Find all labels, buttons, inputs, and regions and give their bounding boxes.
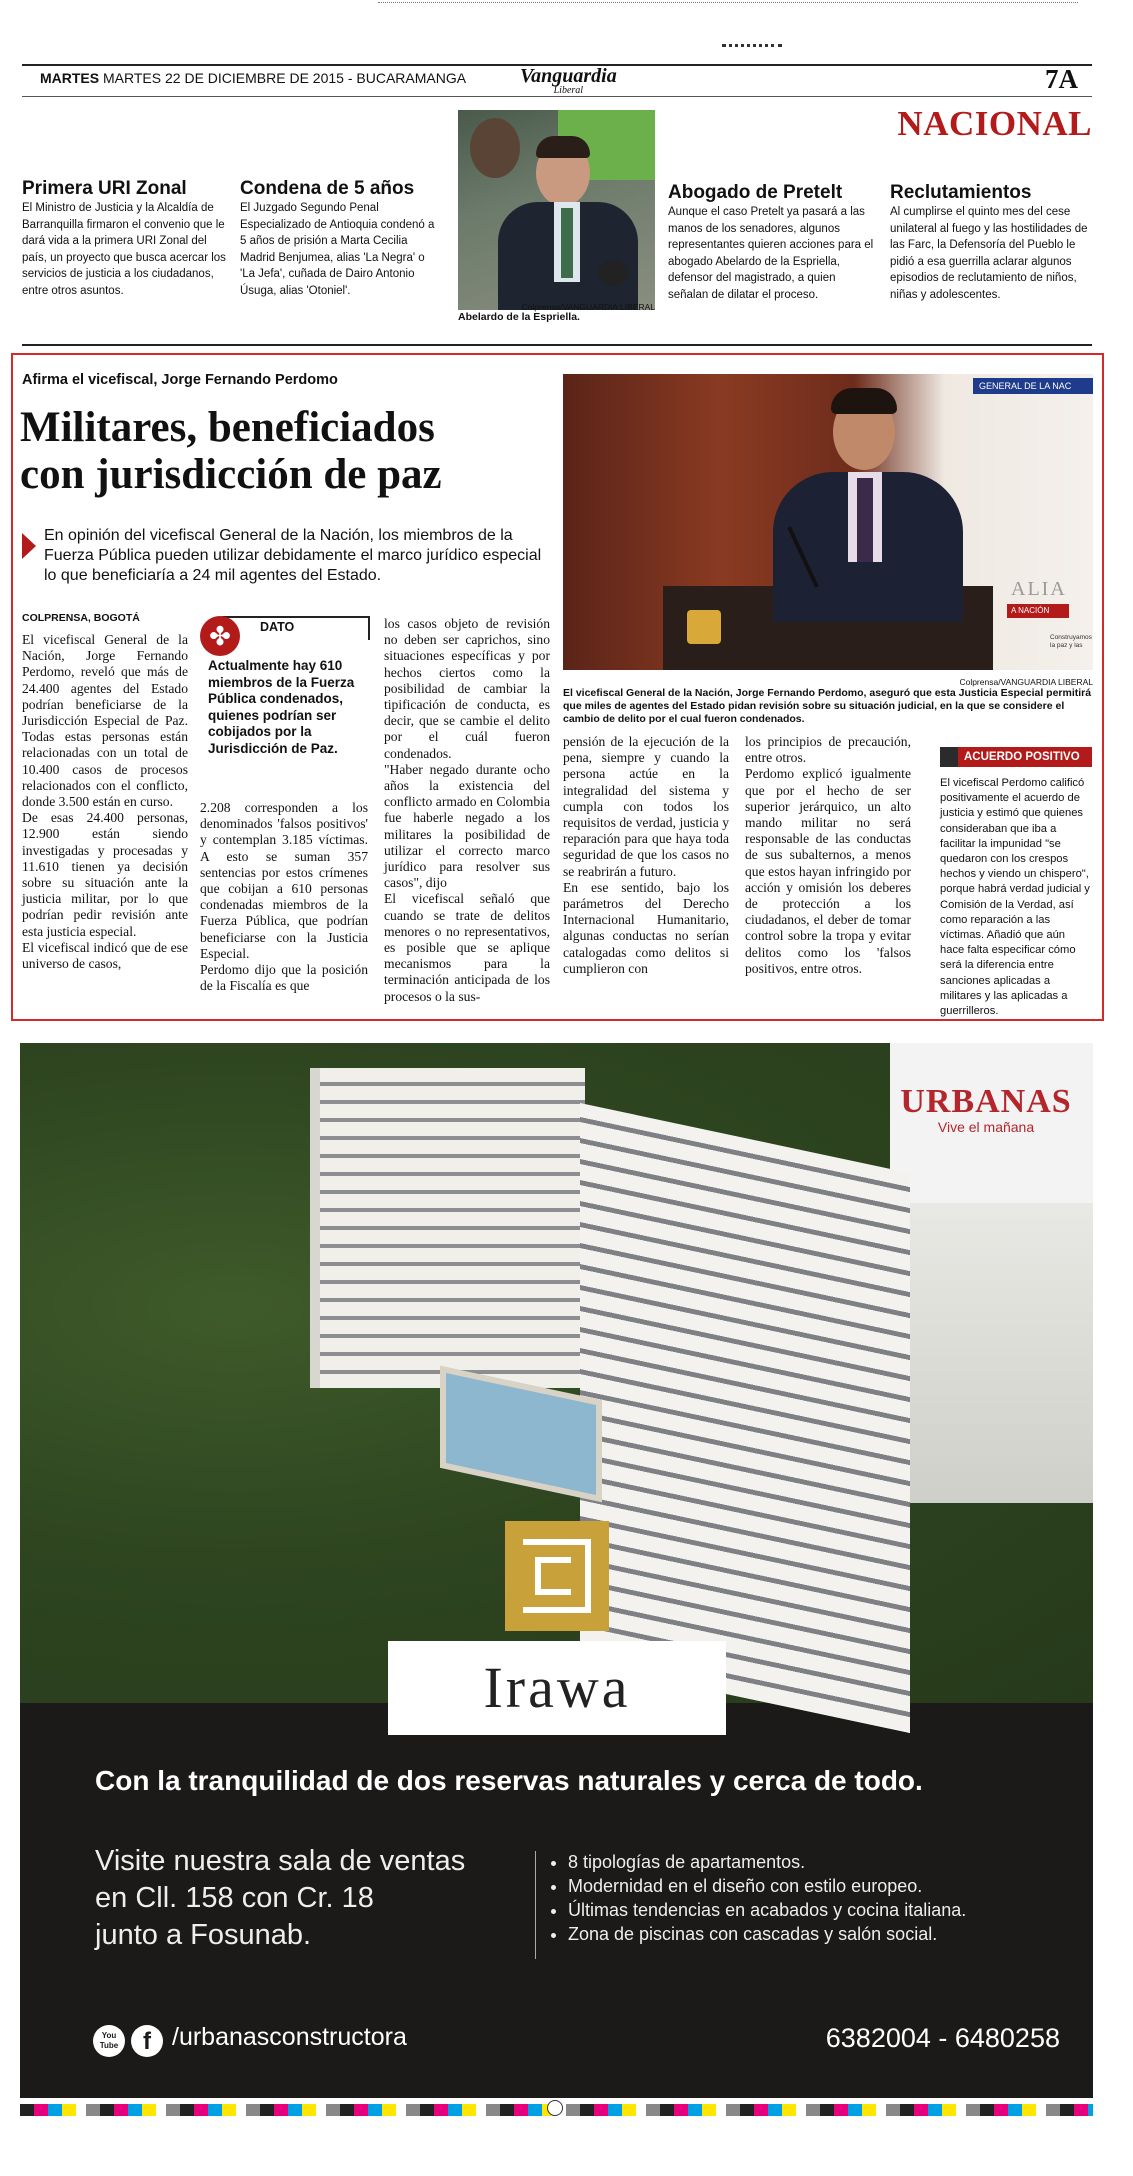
photo-tie xyxy=(561,208,573,278)
dato-label: DATO xyxy=(260,620,295,634)
lead-marker xyxy=(22,533,36,559)
registration-mark-icon xyxy=(547,2100,563,2116)
photo-sign-c: Construyamos la paz y las xyxy=(1050,634,1092,649)
article-column-1: El vicefiscal General de la Nación, Jorge Fernando Perdomo, reveló que más de 24.400 agentes del Estado podrían beneficiarse de la Jurisdicción Especial de Paz. Todas estas personas están relacionadas con un total de 10.400 casos de procesos relacionados con el conflicto, donde 3.500 están en curso. De esas 24.400 personas, 12.900 están siendo investigadas y procesadas y 11.610 tienen ya decisión sobre su situación ante la justicia militar, por lo que podrían pedir revisión ante esta justicia especial. El vicefiscal indicó que de ese universo de casos, xyxy=(22,632,188,972)
side-text: El vicefiscal Perdomo calificó positivamente el acuerdo de justicia y estimó que quienes consideraban que iba a facilitar la impunidad "se quedaron con los crespos hechos y viendo un chispero", porque habrá verdad judicial y Comisión de la Verdad, así como reparación a las víctimas. Añadió que aún hace falta especificar cómo será la diferencia entre sanciones aplicadas a militares y las aplicadas a guerrilleros. xyxy=(940,777,1090,1018)
date-line xyxy=(40,70,466,86)
ad-phones: 6382004 - 6480258 xyxy=(825,2023,1060,2053)
ad-right-buildings xyxy=(910,1203,1093,1503)
dato-header-rule xyxy=(222,616,370,640)
page-number: 7A xyxy=(1045,64,1078,94)
article-column-3: los casos objeto de revisión no deben ser caprichos, sino situaciones específicas y por hechos ciertos como la posibilidad de cambiar la tipificación de conducta, es decir, que se cambie el delito por el cuál fueron condenados. "Haber negado durante ocho años la existencia del conflicto armado en Colombia fue haberle negado a los militares la posibilidad de utilizar el correcto marco jurídico para resolver sus casos", dijo El vicefiscal señaló que cuando se trate de delitos menores o no representativos, es posible que se aplique mecanismos para la terminación anticipada de los procesos o la sus- xyxy=(384,616,550,1004)
brief-title: Primera URI Zonal xyxy=(22,178,187,199)
brief-4 xyxy=(890,182,1092,303)
visit-line-1: Visite nuestra sala de ventas xyxy=(95,1845,466,1877)
urbanas-tagline: Vive el mañana xyxy=(937,1119,1035,1135)
registration-dots xyxy=(722,44,782,53)
logo-subtext: Liberal xyxy=(553,85,584,96)
photo-sign-a: ALIA xyxy=(1011,578,1067,600)
ad-features-list xyxy=(550,1851,1088,1947)
brief-text: Al cumplirse el quinto mes del cese unilateral al fuego y las hostilidades de las Farc, la Defensoría del Pueblo le pidió a esa guerrilla aclarar algunos episodios de reclutamiento de niños, niñas y adolescentes. xyxy=(890,206,1088,301)
youtube-label: You Tube xyxy=(99,2031,119,2050)
dato-text: Actualmente hay 610 miembros de la Fuerza Pública condenados, quienes podrían ser cobijados por la Jurisdicción de Paz. xyxy=(208,658,355,756)
abelardo-photo xyxy=(458,110,655,310)
main-photo-caption: El vicefiscal General de la Nación, Jorge Fernando Perdomo, aseguró que esta Justicia Especial permitirá que miles de agentes del Estado pidan revisión sobre su situación judicial, en la que se considere el cambio de delito por el cual fueron condenados. xyxy=(563,687,1092,725)
brief-1 xyxy=(22,178,230,299)
date-weekday: MARTES xyxy=(40,70,100,86)
photo-podium-emblem xyxy=(687,610,721,644)
brief-title: Abogado de Pretelt xyxy=(668,182,843,203)
top-photo-credit: Colprensa/VANGUARDIA LIBERAL xyxy=(521,302,655,312)
dato-box xyxy=(200,616,370,782)
brief-3 xyxy=(668,182,878,303)
article-byline: COLPRENSA, BOGOTÁ xyxy=(22,612,140,624)
ad-feature-item: • Modernidad en el diseño con estilo europeo. xyxy=(568,1875,1088,1897)
brief-title: Reclutamientos xyxy=(890,182,1032,203)
irawa-wordmark: Irawa xyxy=(483,1655,631,1720)
article-column-5: los principios de precaución, entre otros. Perdomo explicó igualmente que por el hecho de ser superior jerárquico, un alto mando militar no será responsable de las conductas de sus subalternos, a menos que estos hayan infringido por acción y omisión los deberes de protección a los ciudadanos, el deber de tomar control sobre la tropa y evitar delitos como los 'falsos positivos, entre otros. xyxy=(745,734,911,976)
header-rule-bottom xyxy=(22,96,1092,97)
ad-tower-main xyxy=(580,1103,910,1733)
urbanas-brand: URBANAS xyxy=(900,1083,1072,1120)
section-title: NACIONAL xyxy=(897,104,1092,143)
briefs-bottom-rule xyxy=(22,344,1092,346)
article-headline xyxy=(20,404,580,498)
top-photo-caption: Abelardo de la Espriella. xyxy=(458,311,580,323)
photo-sign-b: A NACIÓN xyxy=(1007,604,1069,618)
top-dotted-rule xyxy=(378,2,1078,3)
ad-feature-item: • Zona de piscinas con cascadas y salón social. xyxy=(568,1923,1088,1945)
photo-banner-text: GENERAL DE LA NAC xyxy=(979,381,1072,391)
ad-feature-item: • Últimas tendencias en acabados y cocina italiana. xyxy=(568,1899,1088,1921)
irawa-spiral-inner xyxy=(535,1557,571,1595)
masthead-logo xyxy=(520,66,617,96)
side-title-text: ACUERDO POSITIVO xyxy=(964,751,1080,763)
date-text: MARTES 22 DE DICIEMBRE DE 2015 - BUCARAMANGA xyxy=(103,70,467,86)
photo-banner xyxy=(973,378,1093,394)
headline-line-1: Militares, beneficiados xyxy=(20,404,435,451)
ad-headline: Con la tranquilidad de dos reservas naturales y cerca de todo. xyxy=(95,1765,923,1796)
headline-line-2: con jurisdicción de paz xyxy=(20,451,442,498)
side-title-marker xyxy=(940,747,958,767)
brief-text: El Juzgado Segundo Penal Especializado de Antioquia condenó a 5 años de prisión a Marta Cecilia Madrid Benjumea, alias 'La Negra' o 'La Jefa', cuñada de Dairo Antonio Úsuga, alias 'Otoniel'. xyxy=(240,202,435,297)
youtube-icon[interactable] xyxy=(93,2025,125,2057)
article-lead: En opinión del vicefiscal General de la Nación, los miembros de la Fuerza Pública pueden utilizar debidamente el marco jurídico especial lo que beneficiaría a 24 mil agentes del Estado. xyxy=(44,527,542,584)
article-column-2: 2.208 corresponden a los denominados 'falsos positivos' y contemplan 3.185 víctimas. A esto se suman 357 sentencias por estos crímenes que cobijan a 610 personas condenadas miembros de la Fuerza Pública, que podrían beneficiarse con la Justicia Especial. Perdomo dijo que la posición de la Fiscalía es que xyxy=(200,800,368,994)
ad-visit-info xyxy=(95,1843,465,1954)
logo-text: Vanguardia xyxy=(520,65,617,87)
brief-text: Aunque el caso Pretelt ya pasará a las manos de los senadores, algunos representantes quieren acciones para el abogado Abelardo de la Espriella, defensor del magistrado, a quien señalan de dilatar el proceso. xyxy=(668,206,874,301)
brief-2 xyxy=(240,178,440,299)
facebook-icon[interactable]: f xyxy=(131,2025,163,2057)
photo-hair-front xyxy=(536,136,590,158)
article-kicker: Afirma el vicefiscal, Jorge Fernando Perdomo xyxy=(22,372,338,388)
visit-line-3: junto a Fosunab. xyxy=(95,1919,312,1951)
article-column-4: pensión de la ejecución de la pena, siempre y cuando la persona actúe en la integralidad del sistema y cumpla con todos los requisitos de verdad, justicia y reparación para que haya toda seguridad de que los casos no se reabrirán a futuro. En ese sentido, bajo los parámetros del Derecho Internacional Humanitario, algunas conductas no serían catalogadas como delitos si cumplieron con xyxy=(563,734,729,976)
photo-speaker-tie xyxy=(857,478,873,562)
ad-container xyxy=(20,1043,1093,2098)
urbanas-logo xyxy=(896,1083,1076,1135)
main-photo-credit: Colprensa/VANGUARDIA LIBERAL xyxy=(959,677,1093,687)
photo-microphone xyxy=(598,260,628,286)
social-handle[interactable]: /urbanasconstructora xyxy=(172,2023,407,2051)
irawa-wordmark-box xyxy=(388,1641,726,1735)
brief-title: Condena de 5 años xyxy=(240,178,415,199)
vicefiscal-photo xyxy=(563,374,1093,670)
irawa-emblem xyxy=(505,1521,609,1631)
photo-head-back xyxy=(470,118,520,178)
ad-tower-left xyxy=(310,1068,585,1388)
ad-feature-item: • 8 tipologías de apartamentos. xyxy=(568,1851,1088,1873)
brief-text: El Ministro de Justicia y la Alcaldía de Barranquilla firmaron el convenio que le dará vida a la primera URI Zonal del país, un proyecto que busca acercar los servicios de justicia a los ciudadanos, entre otros asuntos. xyxy=(22,202,226,297)
photo-speaker-hair xyxy=(831,388,897,414)
dato-icon: ✤ xyxy=(200,616,240,656)
ad-divider xyxy=(535,1851,536,1959)
visit-line-2: en Cll. 158 con Cr. 18 xyxy=(95,1882,374,1914)
side-title xyxy=(940,747,1092,767)
